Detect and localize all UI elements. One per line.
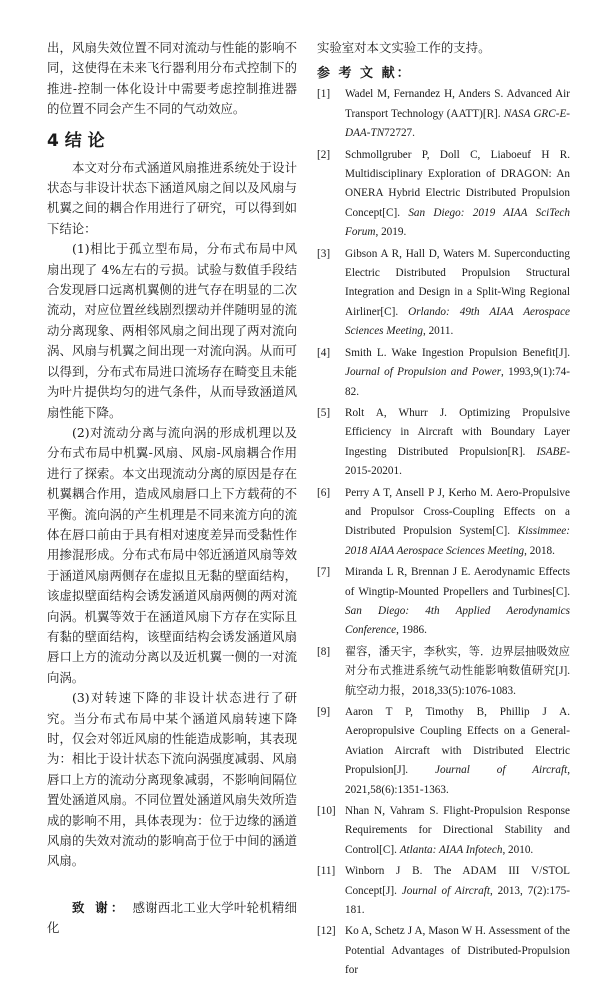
reference-text: Miranda L R, Brennan J E. Aerodynamic Effects of Wingtip-Mounted Propellers and Turbines[C].	[345, 566, 570, 598]
reference-text: Schmollgruber P, Doll C, Liaboeuf H R. Multidisciplinary Exploration of DRAGON: An ONERA Hybrid Electric Distributed Propulsion Concept[C].	[345, 148, 570, 219]
reference-source: San Diego: 2019 AIAA SciTech Forum	[345, 206, 570, 239]
reference-number: [2]	[317, 148, 331, 161]
reference-text: Rolt A, Whurr J. Optimizing Propulsive Efficiency in Aircraft with Boundary Layer Ingesting Distributed Propulsion[R].	[345, 406, 570, 458]
reference-detail: , 2018.	[524, 544, 555, 557]
reference-text: Winborn J B. The ADAM III V/STOL Concept[J].	[345, 865, 570, 897]
reference-text: Perry A T, Ansell P J, Kerho M. Aero-Propulsive and Propulsor Cross-Coupling Effects on a Distributed Propulsion System[C].	[345, 486, 570, 538]
reference-detail: , 2019.	[375, 226, 407, 239]
reference-detail: , 1986.	[396, 624, 427, 637]
left-column	[47, 38, 297, 939]
right-column	[317, 38, 570, 983]
reference-item	[317, 484, 570, 562]
reference-detail: , 1993,9(1):74-82.	[345, 366, 570, 398]
reference-text: Aaron T P, Timothy B, Phillip J A. Aeropropulsive Coupling Effects on a General-Aviation Aircraft with Distributed Electric Propulsion[J].	[345, 706, 570, 777]
acknowledgement-label: 致 谢：	[72, 899, 127, 915]
reference-number: [11]	[317, 865, 336, 878]
conclusion-point-3: (3)对转速下降的非设计状态进行了研究。当分布式布局中某个涵道风扇转速下降时，仅会对邻近风扇的性能造成影响，其表现为：相比于设计状态下流向涡强度减弱、风扇唇口上方的流动分离现象减弱，不影响间隔位置处涵道风扇。不同位置处涵道风扇失效所造成的影响不用，具体表现为：位于边缘的涵道风扇的失效对流动的影响高于位于中间的涵道风扇。	[47, 690, 297, 869]
reference-number: [6]	[317, 486, 331, 499]
reference-list	[317, 85, 570, 980]
reference-item	[317, 245, 570, 342]
acknowledgement	[47, 898, 297, 939]
reference-detail: -2015-20201.	[345, 445, 570, 478]
reference-detail: , 2021,58(6):1351-1363.	[345, 764, 571, 796]
reference-item	[317, 703, 570, 800]
conclusion-intro-paragraph: 本文对分布式涵道风扇推进系统处于设计状态与非设计状态下涵道风扇之间以及风扇与机翼之间的耦合作用进行了研究，可以得到如下结论：	[47, 159, 297, 236]
reference-source: NASA GRC-E-DAA-TN	[345, 107, 570, 140]
reference-number: [7]	[317, 566, 331, 579]
reference-text: Smith L. Wake Ingestion Propulsion Benefit[J].	[345, 346, 570, 359]
reference-item	[317, 862, 570, 920]
reference-item	[317, 344, 570, 402]
reference-number: [9]	[317, 706, 331, 718]
reference-text: Wadel M, Fernandez H, Anders S. Advanced Air Transport Technology (AATT)[R].	[345, 88, 570, 120]
reference-item	[317, 802, 570, 860]
reference-detail: 72727.	[384, 127, 415, 140]
reference-text: Nhan N, Vahram S. Flight-Propulsion Response Requirements for Directional Stability and Control[C].	[345, 805, 570, 856]
reference-source: Journal of Propulsion and Power	[345, 366, 502, 379]
reference-item	[317, 146, 570, 243]
reference-text: Ko A, Schetz J A, Mason W H. Assessment of the Potential Advantages of Distributed-Propulsion for	[345, 925, 570, 977]
reference-number: [1]	[317, 88, 331, 101]
reference-number: [4]	[317, 346, 331, 359]
reference-number: [12]	[317, 925, 336, 938]
reference-source: Atlanta: AIAA Infotech	[399, 843, 503, 856]
reference-item	[317, 85, 570, 143]
section-heading-conclusion: 4 结 论	[47, 130, 105, 151]
reference-item	[317, 563, 570, 641]
conclusion-point-1: (1)相比于孤立型布局，分布式布局中风扇出现了 4%左右的亏损。试验与数值手段结合发现唇口远离机翼侧的进气存在明显的二次流动，对应位置丝线剧烈摆动并伴随明显的流动分离现象、两相邻风扇之间出现了两对流向涡、风扇与机翼之间出现一对流向涡。从而可以得到，分布式布局进口流场存在畸变且未能为叶片提供均匀的进气条件，从而导致涵道风扇性能下降。	[47, 241, 297, 420]
reference-source: Journal of Aircraft	[401, 884, 490, 897]
acknowledgement-continued: 实验室对本文实验工作的支持。	[317, 40, 491, 55]
reference-number: [10]	[317, 805, 336, 818]
reference-number: [3]	[317, 247, 331, 260]
reference-item	[317, 404, 570, 482]
reference-detail: , 2010.	[502, 843, 534, 856]
reference-source: ISABE	[536, 445, 567, 458]
references-title: 参 考 文 献：	[317, 66, 412, 82]
intro-paragraph: 出，风扇失效位置不同对流动与性能的影响不同，这使得在未来飞行器利用分布式控制下的推进-控制一体化设计中需要考虑控制推进器的位置不同会产生不同的气动效应。	[47, 40, 297, 117]
reference-text: Gibson A R, Hall D, Waters M. Superconducting Electric Distributed Propulsion Structural Integration and Design in a Split-Wing Regional Airliner[C].	[345, 247, 570, 318]
reference-detail: , 2011.	[422, 325, 454, 338]
reference-detail: , 2013, 7(2):175-181.	[345, 884, 570, 917]
acknowledgement-text: 感谢西北工业大学叶轮机精细化	[47, 899, 297, 936]
reference-text: 翟容，潘天宇，李秋实，等．边界层抽吸效应对分布式推进系统气动性能影响数值研究[J].航空动力报，2018,33(5):1076-1083.	[345, 645, 570, 697]
reference-source: Orlando: 49th AIAA Aerospace Sciences Meeting	[345, 305, 570, 338]
reference-number: [5]	[317, 406, 331, 419]
reference-source: Journal of Aircraft	[435, 764, 568, 777]
reference-number: [8]	[317, 645, 331, 658]
reference-item	[317, 643, 570, 701]
reference-source: Kissimmee: 2018 AIAA Aerospace Sciences Meeting	[345, 525, 570, 557]
reference-item	[317, 922, 570, 980]
conclusion-point-2: (2)对流动分离与流向涡的形成机理以及分布式布局中机翼-风扇、风扇-风扇耦合作用进行了探索。本文出现流动分离的原因是存在机翼耦合作用，造成风扇唇口上下方载荷的不平衡。流向涡的产生机理是不同来流方向的流体在唇口前由于具有相对速度差异而受黏性作用掺混形成。分布式布局中邻近涵道风扇等效于涵道风扇两侧存在虚拟且无黏的壁面结构，该虚拟壁面结构会诱发涵道风扇两侧的两对流向涡。机翼等效于在涵道风扇下方存在实际且有黏的壁面结构，该壁面结构会诱发涵道风扇唇口上方的流动分离以及近机翼一侧的一对流向涡。	[47, 424, 297, 685]
reference-source: San Diego: 4th Applied Aerodynamics Conference	[345, 604, 570, 637]
